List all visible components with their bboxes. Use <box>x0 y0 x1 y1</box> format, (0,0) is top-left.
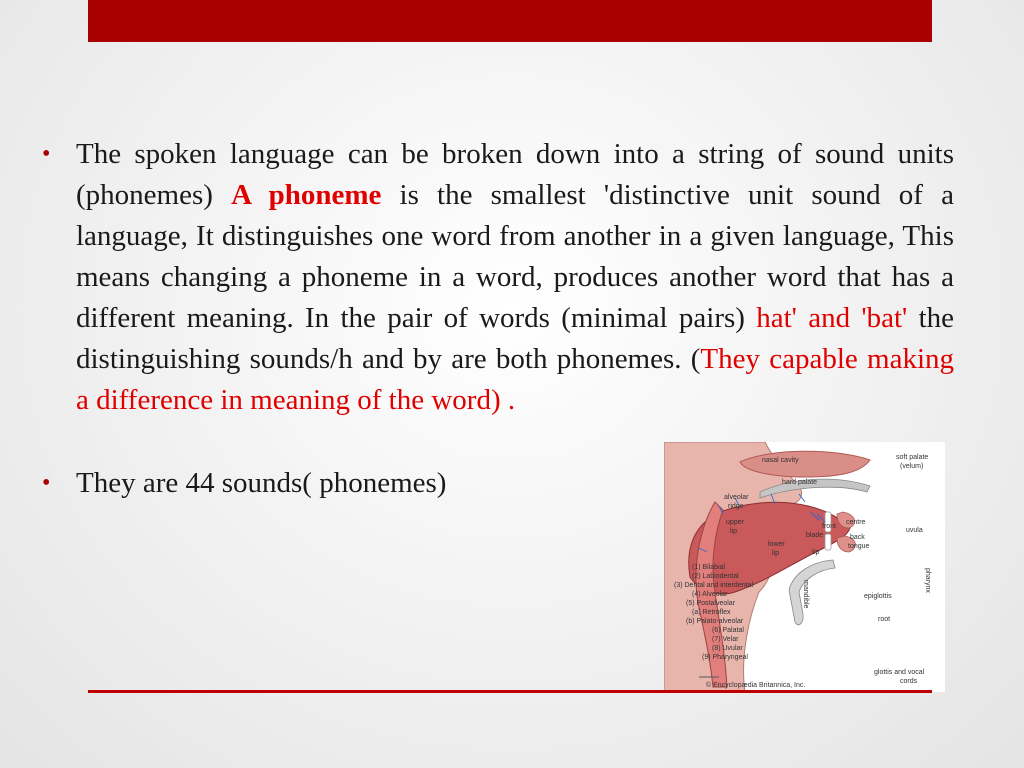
label: lip <box>730 528 738 535</box>
highlight-note: They capable making a difference in meaning of the word) . <box>76 343 954 416</box>
vocal-tract-svg <box>664 442 945 692</box>
label: back <box>850 534 865 541</box>
place-label: (a) Retroflex <box>692 609 731 616</box>
bottom-divider <box>88 690 932 693</box>
label: front <box>822 523 837 530</box>
title-bar <box>88 0 932 42</box>
label: lower <box>768 541 785 548</box>
label: uvula <box>906 527 923 534</box>
label: root <box>878 616 891 623</box>
text-span: the distinguishing sounds/h and by are both phonemes. ( <box>76 302 955 375</box>
highlight-term: A phoneme <box>231 179 382 211</box>
label: mandible <box>802 580 809 609</box>
bullet-icon: • <box>42 470 51 496</box>
place-label: (6) Palatal <box>712 627 744 634</box>
place-label: (2) Labiodental <box>692 573 739 580</box>
text-span: The spoken language can be broken down into a string of sound units (phonemes) <box>76 138 954 211</box>
place-label: (b) Palato-alveolar <box>686 618 744 625</box>
bullet-item <box>40 134 954 421</box>
label: cords <box>900 678 918 685</box>
label: nasal cavity <box>762 457 799 464</box>
label: glottis and vocal <box>874 669 925 676</box>
label: upper <box>726 519 744 526</box>
label: centre <box>846 519 866 526</box>
place-label: (4) Alveolar <box>692 591 728 598</box>
place-label: (9) Pharyngeal <box>702 654 748 661</box>
copyright-label: © Encyclopædia Britannica, Inc. <box>706 682 806 689</box>
place-label: (1) Bilabial <box>692 564 726 571</box>
label: alveolar <box>724 494 749 501</box>
label: tongue <box>848 543 870 550</box>
bullet-text: They are 44 sounds( phonemes) <box>76 467 447 499</box>
place-label: (8) Uvular <box>712 645 743 652</box>
place-label: (7) Velar <box>712 636 739 643</box>
label: pharynx <box>924 568 931 593</box>
bullet-text <box>76 134 954 421</box>
label: ridge <box>728 503 744 510</box>
mandible-shape <box>789 560 835 625</box>
bullet-icon: • <box>42 141 51 167</box>
label: tip <box>812 549 820 556</box>
place-label: (5) Postalveolar <box>686 600 736 607</box>
text-span: is the smallest 'distinctive unit sound of a language, It distinguishes one word from another in a given language, This means changing a phoneme in a word, produces another word that has a different meaning. In the pair of words (minimal pairs) <box>76 179 954 334</box>
label: (velum) <box>900 463 924 470</box>
label: lip <box>772 550 780 557</box>
label: hard palate <box>782 479 818 486</box>
highlight-pair: hat' and 'bat' <box>756 302 908 334</box>
vocal-tract-diagram <box>664 442 945 692</box>
label: epiglottis <box>864 593 892 600</box>
label: soft palate <box>896 454 929 461</box>
label: blade <box>806 532 824 539</box>
place-label: (3) Dental and interdental <box>674 582 753 589</box>
lower-teeth <box>825 534 831 550</box>
